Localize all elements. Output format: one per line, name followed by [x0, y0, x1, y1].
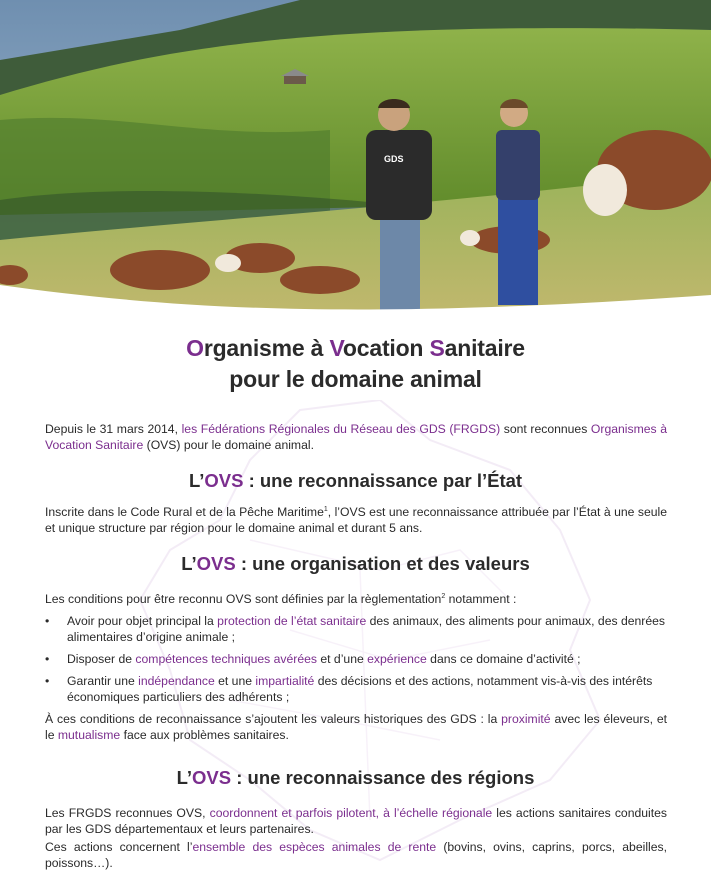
- bullet-icon: •: [45, 614, 50, 628]
- vest-logo: GDS: [384, 154, 404, 164]
- section-state-recognition-text: [45, 504, 667, 536]
- text-run: Les FRGDS reconnues OVS,: [45, 806, 210, 820]
- text-run: avec les éleveurs, et le: [45, 712, 667, 742]
- highlighted-text: compétences techniques avérées: [135, 652, 317, 666]
- section-regions-text1: [45, 805, 667, 837]
- highlighted-text: mutualisme: [57, 728, 121, 742]
- footnote-ref: 1: [323, 505, 328, 513]
- footnote-ref: 2: [441, 592, 446, 600]
- highlighted-text: Organismes à Vocation Sanitaire: [45, 422, 667, 452]
- conditions-list: [45, 613, 667, 711]
- title-accent-letter: S: [429, 335, 445, 361]
- section-organisation-intro: [45, 591, 667, 607]
- text-run: Depuis le 31 mars 2014,: [45, 422, 182, 436]
- list-item: [45, 651, 667, 667]
- text-run: Ces actions concernent l’: [45, 840, 193, 854]
- section-title-state-recognition: L’OVS : une reconnaissance par l’État: [188, 470, 523, 491]
- bullet-icon: •: [45, 674, 50, 688]
- section-regions-text2: [45, 839, 667, 871]
- bullet-icon: •: [45, 652, 50, 666]
- text-run: (bovins, ovins, caprins, porcs, abeilles, poissons…).: [45, 840, 667, 870]
- text-run: et d’une: [317, 652, 368, 666]
- list-item-text: [67, 652, 581, 666]
- highlighted-text: les Fédérations Régionales du Réseau des GDS (FRGDS): [181, 422, 501, 436]
- text-run: notamment :: [445, 592, 517, 606]
- highlighted-text: coordonnent et parfois pilotent, à l’échelle régionale: [209, 806, 493, 820]
- section-title-organisation-values: L’OVS : une organisation et des valeurs: [181, 553, 530, 574]
- section-values-closing: [45, 711, 667, 743]
- title-accent-letter: V: [329, 335, 343, 361]
- page-title: [0, 333, 711, 395]
- text-run: Inscrite dans le Code Rural et de la Pêche Maritime: [45, 505, 324, 519]
- text-run: , l’OVS est une reconnaissance attribuée par l’État à une seule et unique structure par région pour le domaine animal et durant 5 ans.: [45, 505, 667, 535]
- page-title-line2: pour le domaine animal: [229, 366, 482, 392]
- text-run: les actions sanitaires conduites par les GDS départementaux et leurs partenaires.: [45, 806, 668, 836]
- text-run: Avoir pour objet principal la: [67, 614, 218, 628]
- page-title-line1: [0, 333, 711, 364]
- list-item: [45, 613, 667, 645]
- title-text-run: ocation: [342, 335, 430, 361]
- highlighted-text: ensemble des espèces animales de rente: [192, 840, 437, 854]
- text-run: des décisions et des actions, notamment vis-à-vis des intérêts économiques particuliers des adhérents ;: [67, 674, 653, 704]
- list-item: [45, 673, 667, 705]
- highlighted-text: expérience: [367, 652, 427, 666]
- text-run: À ces conditions de reconnaissance s’ajoutent les valeurs historiques des GDS : la: [45, 712, 502, 726]
- highlighted-text: protection de l’état sanitaire: [217, 614, 367, 628]
- highlighted-text: indépendance: [138, 674, 215, 688]
- text-run: Disposer de: [67, 652, 136, 666]
- highlighted-text: proximité: [501, 712, 551, 726]
- section-title-regions-recognition: L’OVS : une reconnaissance des régions: [176, 767, 535, 788]
- title-text-run: rganisme à: [203, 335, 330, 361]
- text-run: des animaux, des aliments pour animaux, des denrées alimentaires d’origine animale ;: [67, 614, 665, 644]
- highlighted-text: impartialité: [255, 674, 315, 688]
- text-run: Garantir une: [67, 674, 139, 688]
- list-item-text: [67, 674, 652, 704]
- text-run: dans ce domaine d’activité ;: [426, 652, 581, 666]
- text-run: Les conditions pour être reconnu OVS sont définies par la règlementation: [45, 592, 442, 606]
- text-run: sont reconnues: [500, 422, 591, 436]
- intro-paragraph: [45, 421, 667, 453]
- text-run: (OVS) pour le domaine animal.: [143, 438, 314, 452]
- list-item-text: [67, 614, 665, 644]
- text-run: face aux problèmes sanitaires.: [120, 728, 289, 742]
- text-run: et une: [214, 674, 256, 688]
- title-accent-letter: O: [186, 335, 204, 361]
- title-text-run: anitaire: [444, 335, 525, 361]
